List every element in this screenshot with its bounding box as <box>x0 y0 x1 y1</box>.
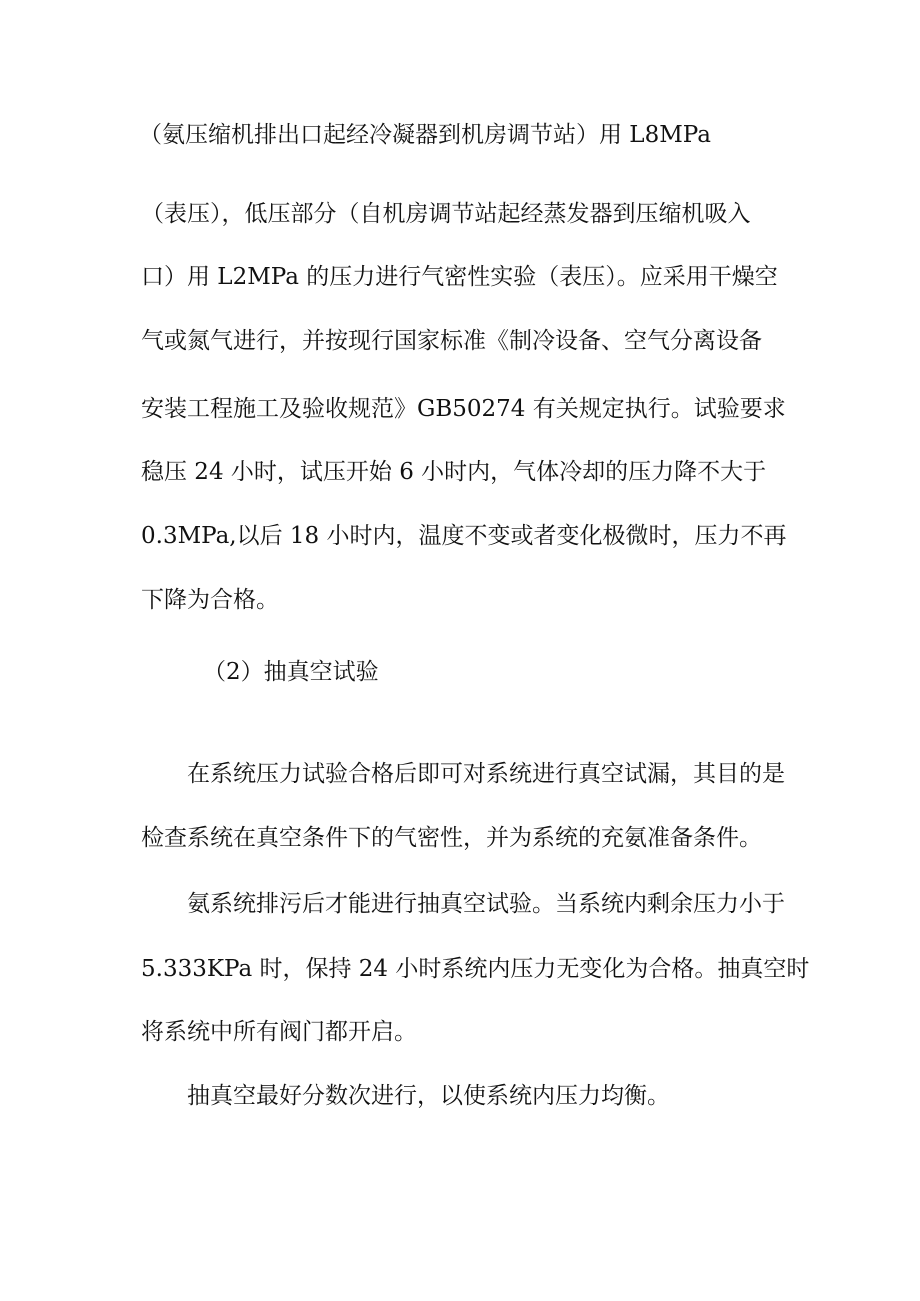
text-line-6: 稳压 24 小时，试压开始 6 小时内，气体冷却的压力降不大于 <box>141 459 767 485</box>
text-line-8: 下降为合格。 <box>141 587 279 613</box>
paragraph-1-line-2: 检查系统在真空条件下的气密性，并为系统的充氨准备条件。 <box>141 825 762 851</box>
text-line-2: （表压），低压部分（自机房调节站起经蒸发器到压缩机吸入 <box>141 201 751 227</box>
text-line-4: 气或氮气进行，并按现行国家标准《制冷设备、空气分离设备 <box>141 328 762 354</box>
text-line-3: 口）用 L2MPa 的压力进行气密性实验（表压）。应采用干燥空 <box>141 264 778 290</box>
paragraph-3-line-1: 抽真空最好分数次进行，以使系统内压力均衡。 <box>187 1083 670 1109</box>
paragraph-1-line-1: 在系统压力试验合格后即可对系统进行真空试漏，其目的是 <box>187 761 785 787</box>
text-line-1: （氨压缩机排出口起经冷凝器到机房调节站）用 L8MPa <box>139 122 711 148</box>
text-line-7: 0.3MPa,以后 18 小时内，温度不变或者变化极微时，压力不再 <box>141 523 787 549</box>
paragraph-2-line-2: 5.333KPa 时，保持 24 小时系统内压力无变化为合格。抽真空时 <box>141 956 810 982</box>
section-heading: （2）抽真空试验 <box>203 659 379 685</box>
paragraph-2-line-1: 氨系统排污后才能进行抽真空试验。当系统内剩余压力小于 <box>187 891 785 917</box>
text-line-5: 安装工程施工及验收规范》GB50274 有关规定执行。试验要求 <box>141 396 786 422</box>
paragraph-2-line-3: 将系统中所有阀门都开启。 <box>141 1019 417 1045</box>
